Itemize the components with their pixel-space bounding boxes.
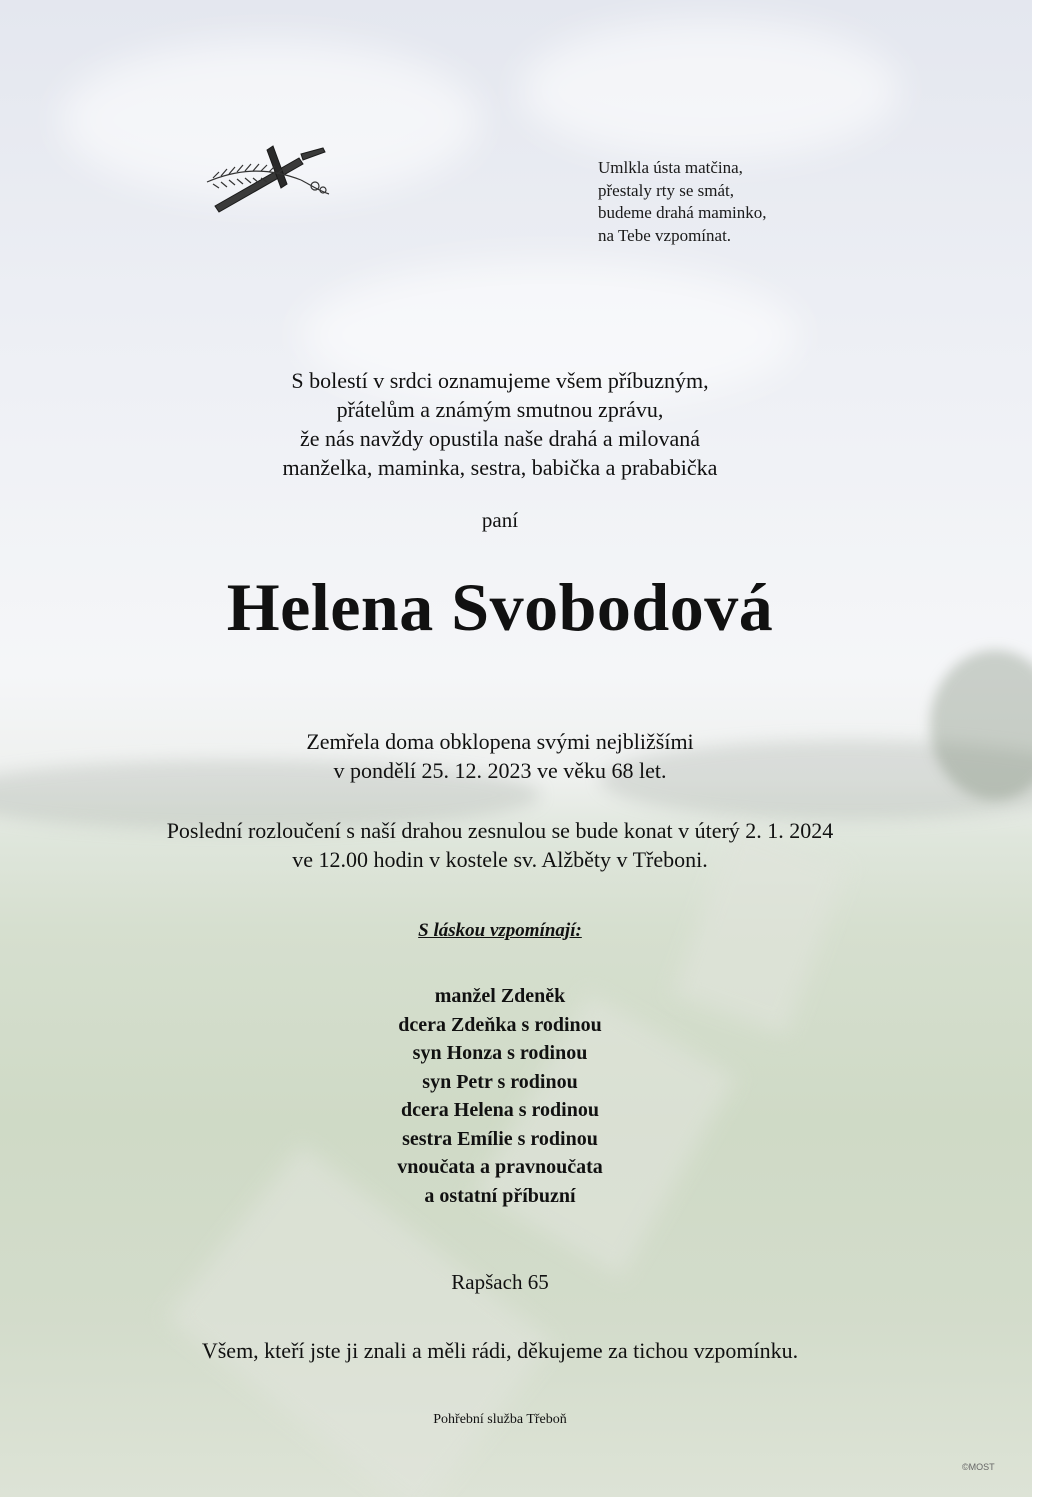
funeral-service: Pohřební služba Třeboň bbox=[433, 1412, 567, 1427]
intro-line: přátelům a známým smutnou zprávu, bbox=[336, 397, 664, 422]
intro-line: S bolestí v srdci oznamujeme všem příbuzným, bbox=[291, 368, 709, 393]
with-love-heading: S láskou vzpomínají: bbox=[418, 920, 582, 941]
death-details bbox=[0, 727, 1000, 785]
funeral-details bbox=[0, 816, 1000, 874]
thanks-line: Všem, kteří jste ji znali a měli rádi, děkujeme za tichou vzpomínku. bbox=[201, 1338, 799, 1363]
poem-line: přestaly rty se smát, bbox=[598, 180, 734, 200]
mourner: dcera Zdeňka s rodinou bbox=[398, 1013, 602, 1036]
watermark: ©MOST bbox=[962, 1462, 995, 1472]
address: Rapšach 65 bbox=[451, 1270, 549, 1294]
mourner: syn Petr s rodinou bbox=[422, 1070, 578, 1093]
mourner: manžel Zdeněk bbox=[434, 985, 566, 1007]
death-line: Zemřela doma obklopena svými nejbližšími bbox=[306, 729, 694, 754]
mourner: sestra Emílie s rodinou bbox=[402, 1127, 598, 1150]
cloud bbox=[520, 20, 900, 160]
funeral-line: Poslední rozloučení s naší drahou zesnulou se bude konat v úterý 2. 1. 2024 bbox=[166, 818, 834, 843]
funeral-line: ve 12.00 hodin v kostele sv. Alžběty v Třeboni. bbox=[292, 847, 708, 872]
death-line: v pondělí 25. 12. 2023 ve věku 68 let. bbox=[333, 758, 667, 783]
honorific: paní bbox=[481, 508, 519, 532]
poem-line: na Tebe vzpomínat. bbox=[598, 225, 732, 245]
mourners-list bbox=[0, 982, 1000, 1210]
mourner: vnoučata a pravnoučata bbox=[397, 1156, 603, 1178]
mourner: a ostatní příbuzní bbox=[424, 1184, 576, 1207]
poem bbox=[598, 157, 767, 247]
intro-line: manželka, maminka, sestra, babička a prababička bbox=[282, 455, 718, 480]
poem-line: budeme drahá maminko, bbox=[598, 203, 767, 222]
mourner: dcera Helena s rodinou bbox=[401, 1099, 599, 1121]
mourner: syn Honza s rodinou bbox=[412, 1042, 588, 1064]
announcement-intro bbox=[0, 366, 1000, 482]
deceased-name: Helena Svobodová bbox=[226, 569, 774, 645]
scan-margin bbox=[1032, 0, 1058, 1497]
poem-line: Umlkla ústa matčina, bbox=[598, 158, 743, 177]
cross-with-palm-icon bbox=[205, 140, 345, 216]
intro-line: že nás navždy opustila naše drahá a milovaná bbox=[299, 426, 701, 451]
